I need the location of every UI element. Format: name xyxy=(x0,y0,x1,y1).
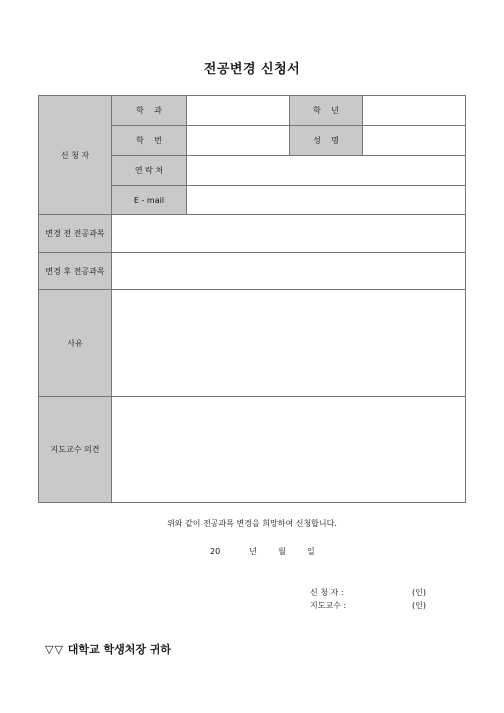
advisor-opinion-field[interactable] xyxy=(112,397,466,503)
advisor-signature-label: 지도교수 : xyxy=(310,601,347,610)
applicant-seal: (인) xyxy=(412,588,426,597)
name-field[interactable] xyxy=(363,126,466,156)
date-day-unit: 일 xyxy=(306,547,315,556)
date-year-unit: 년 xyxy=(249,547,258,556)
application-statement: 위와 같이 전공과목 변경을 희망하여 신청합니다. xyxy=(167,519,337,528)
contact-field[interactable] xyxy=(187,156,466,186)
email-label: E - mail xyxy=(112,186,187,215)
year-label: 학 년 xyxy=(290,96,363,126)
application-form-table xyxy=(38,95,466,503)
year-field[interactable] xyxy=(363,96,466,126)
addressee-text: 대학교 학생처장 귀하 xyxy=(67,643,172,656)
major-after-field[interactable] xyxy=(112,253,466,290)
applicant-signature-label: 신 청 자 : xyxy=(310,588,344,597)
date-line xyxy=(210,546,315,557)
major-before-label: 변경 전 전공과목 xyxy=(39,215,112,253)
date-month-unit: 월 xyxy=(278,547,286,556)
triangle-marks-icon: ▽▽ xyxy=(45,643,64,656)
department-field[interactable] xyxy=(187,96,290,126)
major-after-label: 변경 후 전공과목 xyxy=(39,253,112,290)
date-year-prefix: 20 xyxy=(210,547,221,556)
email-field[interactable] xyxy=(187,186,466,215)
major-before-field[interactable] xyxy=(112,215,466,253)
advisor-opinion-label: 지도교수 의견 xyxy=(39,397,112,503)
student-id-field[interactable] xyxy=(187,126,290,156)
student-id-label: 학 번 xyxy=(112,126,187,156)
name-label: 성 명 xyxy=(290,126,363,156)
applicant-section-label: 신 청 자 xyxy=(39,96,112,215)
addressee-line xyxy=(45,641,171,657)
reason-field[interactable] xyxy=(112,290,466,397)
department-label: 학 과 xyxy=(112,96,187,126)
reason-label: 사유 xyxy=(39,290,112,397)
document-title: 전공변경 신청서 xyxy=(203,62,301,77)
advisor-seal: (인) xyxy=(412,601,426,610)
contact-label: 연 락 처 xyxy=(112,156,187,186)
